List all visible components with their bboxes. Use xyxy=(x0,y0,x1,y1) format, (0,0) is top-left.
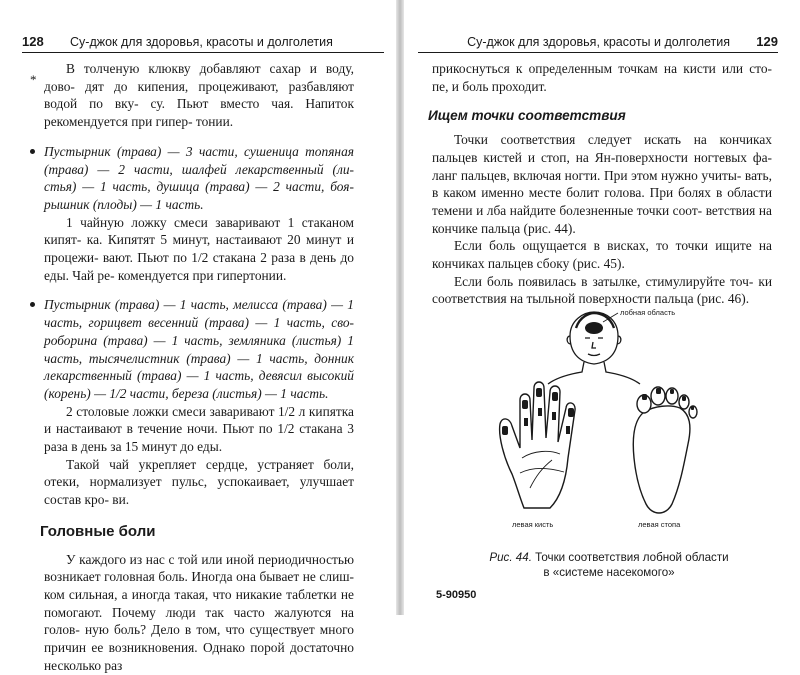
text-line: Такой чай укрепляет сердце, устраняет боли, отеки, xyxy=(44,456,354,490)
right-page-body xyxy=(428,60,772,308)
text-line: Пустырник (трава) — 3 части, сушеница топяная xyxy=(44,143,354,159)
text-line: лекарственный (трава) — 1 часть, девясил высокий xyxy=(44,368,354,384)
text-line: Если боль ощущается в висках, то точки ищите на xyxy=(454,238,772,254)
text-line: (корень) — 1/2 части, береза (листья) — 1 часть. xyxy=(44,385,329,401)
text-line: ви. xyxy=(112,492,130,508)
label-left-hand: левая кисть xyxy=(512,520,554,529)
footer-code: 5-90950 xyxy=(436,589,477,601)
left-running-title: Су-джок для здоровья, красоты и долголетия xyxy=(70,35,333,49)
text-line: пальцев кистей и стоп, на Ян-поверхности ногтевых фа- xyxy=(432,149,772,165)
text-line: су. Пьют вместо чая. Напиток рекомендуется при гипер- xyxy=(44,96,354,130)
text-line: помогают. Почему люди так часто жалуются на голов- xyxy=(44,604,354,638)
recipe-1-ingredients xyxy=(44,143,354,214)
label-frontal-area: лобная область xyxy=(620,308,676,317)
text-line: прикоснуться к определенным точкам на кисти или сто- xyxy=(432,61,772,76)
recipe-2-instructions xyxy=(44,403,354,456)
caption-label: Рис. 44. xyxy=(489,551,532,564)
figure-caption xyxy=(464,550,754,580)
recipe-1-instructions xyxy=(44,214,354,285)
left-foot-illustration xyxy=(633,387,697,513)
label-left-foot: левая стопа xyxy=(638,520,681,529)
text-line: тонии. xyxy=(195,114,234,130)
text-line: комендуется при гипертонии. xyxy=(117,267,287,283)
head-illustration xyxy=(548,312,640,384)
text-line: (рис. 46). xyxy=(696,291,750,307)
text-line: возникает головная боль. Иногда она бывает не слиш- xyxy=(44,569,354,585)
text-line: ную боль? Дело в том, что существует много причин ее xyxy=(44,622,354,656)
text-line: 2 столовые ложки смеси заваривают 1/2 л кипятка xyxy=(66,403,354,419)
right-page xyxy=(404,0,800,615)
text-line: Точки соответствия следует искать на кончиках xyxy=(454,132,772,148)
text-line: ланг пальцев, включая ногти. При этом нужно учиты- xyxy=(432,167,742,183)
caption-text-1: Точки соответствия лобной области xyxy=(535,551,729,564)
book-gutter xyxy=(396,0,404,615)
right-running-head xyxy=(418,32,778,53)
text-line: 1 чайную ложку смеси заваривают 1 стаканом кипят- xyxy=(44,214,354,248)
right-running-title: Су-джок для здоровья, красоты и долголетия xyxy=(467,35,730,49)
text-line: вать, в каком именно месте болит голова. При болях в xyxy=(432,167,772,201)
text-line: рышник (плоды) — 1 часть. xyxy=(44,196,204,212)
text-line: и настаивают в течение ночи. Пьют по 1/2 стакана 3 раза xyxy=(44,421,354,455)
text-line: пе, и боль проходит. xyxy=(432,78,547,94)
text-line: 1 часть, горицвет весенний (трава) — 1 часть, сво- xyxy=(44,297,354,331)
headache-paragraph xyxy=(44,551,354,675)
text-line: ком сильная, а иногда такая, что никакие таблетки не xyxy=(44,586,354,602)
figure-illustration xyxy=(494,308,754,548)
subheading-correspondence-points: Ищем точки соответствия xyxy=(428,108,626,124)
text-line: кончиках пальцев сбоку (рис. 45). xyxy=(432,256,625,272)
text-line: возникновения. Однако порой достаточно несколько раз xyxy=(44,640,354,673)
left-hand-illustration xyxy=(500,382,575,508)
text-line: нормализует пульс, успокаивает, улучшает состав кро- xyxy=(44,474,354,508)
bullet-dot-icon xyxy=(30,149,35,154)
left-page-body xyxy=(40,60,354,675)
text-line: ветствия на кончике пальца (рис. 44). xyxy=(432,202,772,236)
left-running-head xyxy=(22,32,384,53)
text-line: роборина (трава) — 1 часть, земляника (листья) xyxy=(44,332,342,348)
continuation-paragraph xyxy=(432,60,772,95)
text-line: области темени и лба найдите болезненные точки соот- xyxy=(432,185,772,218)
text-line: У каждого из нас с той или иной периодичностью xyxy=(66,551,354,567)
text-line: Если боль появилась в затылке, стимулируйте точ- xyxy=(454,273,754,289)
text-line: ки соответствия на тыльной поверхности пальца xyxy=(432,273,772,307)
paragraph-2 xyxy=(432,237,772,272)
text-line: 1 часть, тысячелистник (трава) — 1 часть, донник xyxy=(44,332,354,366)
right-page-number: 129 xyxy=(756,34,778,49)
margin-mark: * xyxy=(30,72,37,87)
text-line: дят до кипения, процеживают, разбавляют водой по вку- xyxy=(44,78,354,112)
paragraph-1 xyxy=(432,131,772,237)
figure-44 xyxy=(494,308,754,548)
recipe-2-ingredients xyxy=(44,296,354,402)
left-page xyxy=(0,0,396,673)
section-heading-headaches: Головные боли xyxy=(40,522,156,540)
intro-paragraph xyxy=(44,60,354,131)
left-page-number: 128 xyxy=(22,34,44,49)
text-line: стья) — 1 часть, душица (трава) — 2 части, боя- xyxy=(44,179,354,195)
bullet-dot-icon xyxy=(30,302,35,307)
paragraph-3 xyxy=(432,273,772,308)
caption-line-2: в «системе насекомого» xyxy=(543,566,675,579)
text-line: в день за 15 минут до еды. xyxy=(71,439,223,455)
text-line: вают. Пьют по 1/2 стакана 2 раза в день до еды. Чай ре- xyxy=(44,250,354,283)
text-line: ка. Кипятят 5 минут, настаивают 20 минут и процежи- xyxy=(44,232,354,266)
effect-paragraph xyxy=(44,456,354,509)
text-line: В толченую клюкву добавляют сахар и воду, дово- xyxy=(44,61,354,94)
text-line: Пустырник (трава) — 1 часть, мелисса (трава) — xyxy=(44,297,343,313)
text-line: (трава) — 2 части, шалфей лекарственный (ли- xyxy=(44,161,354,177)
caption-line-1 xyxy=(464,550,754,565)
